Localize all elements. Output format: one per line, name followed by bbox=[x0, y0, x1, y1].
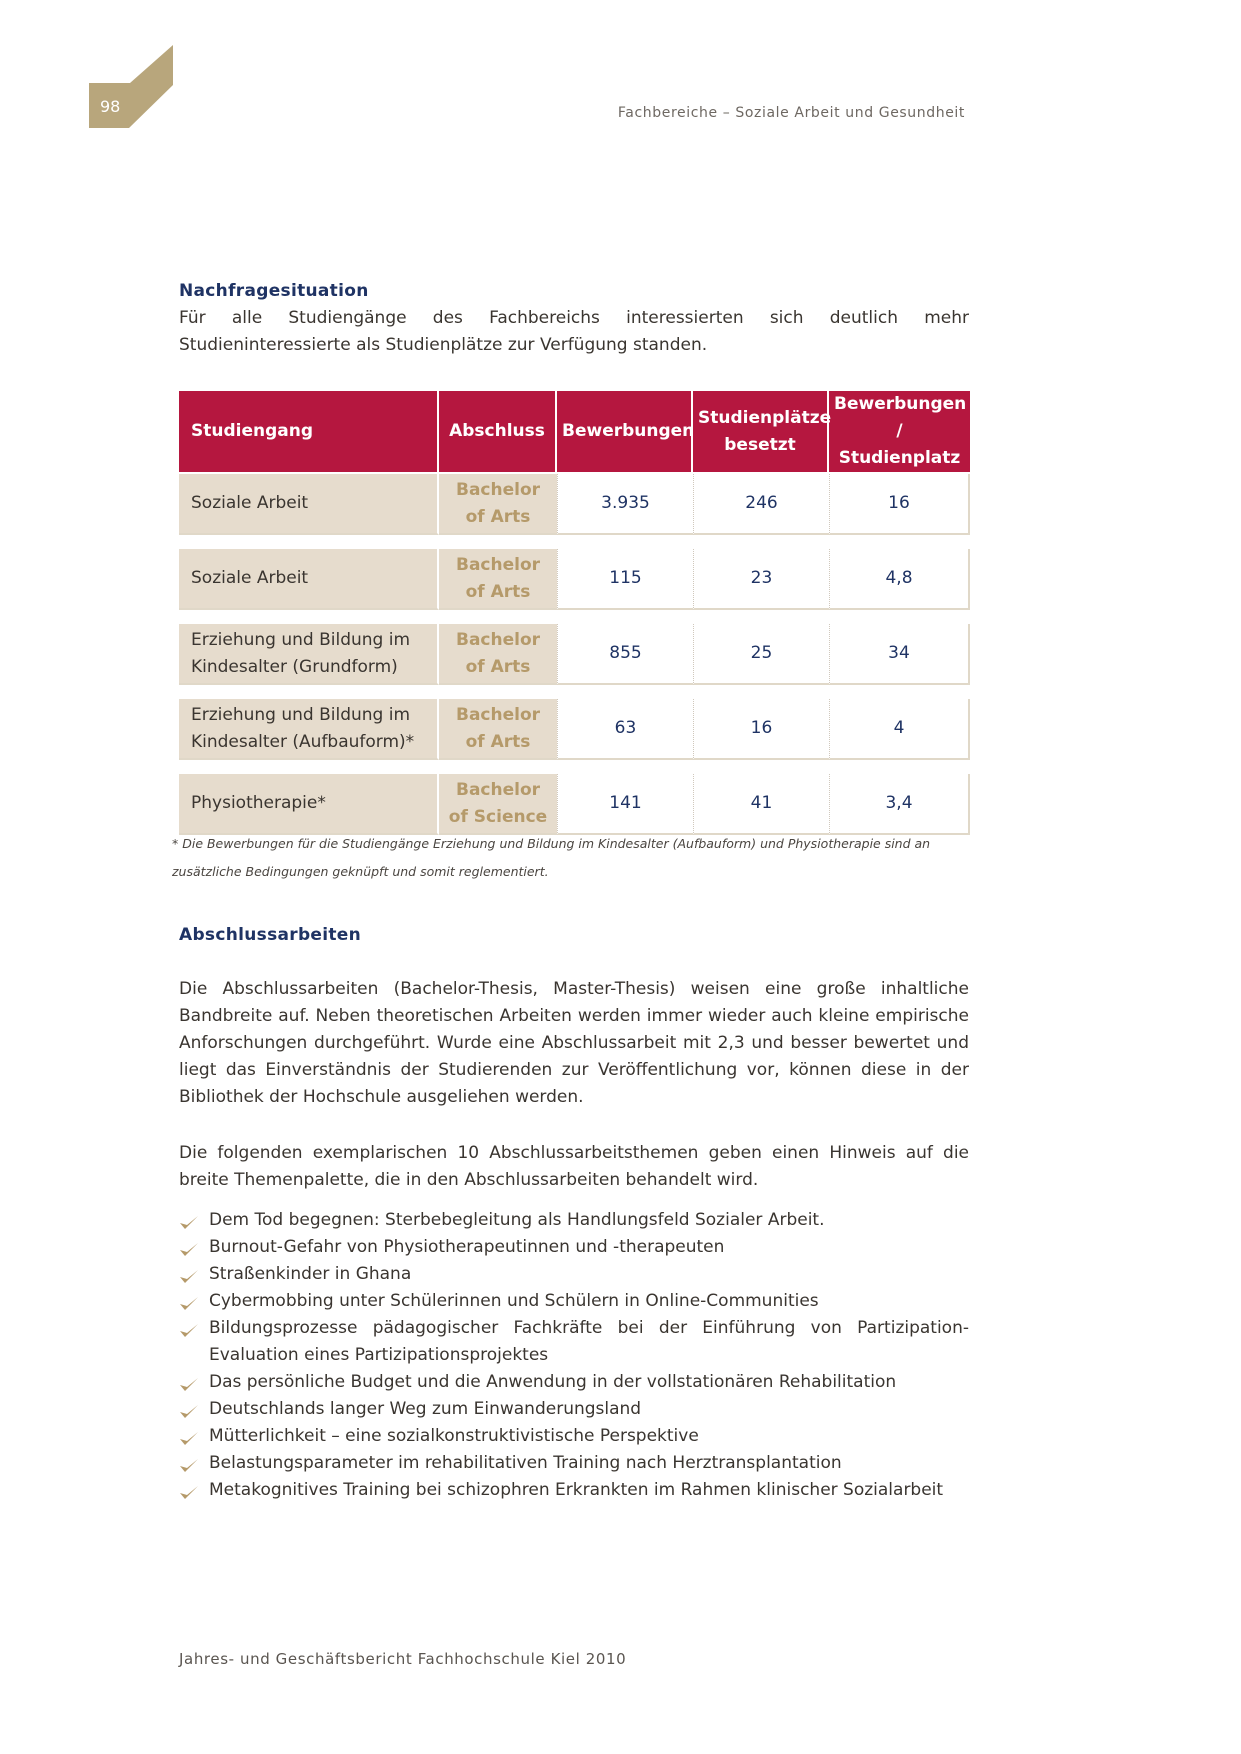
section-heading-demand: Nachfragesituation bbox=[179, 281, 369, 301]
page-number: 98 bbox=[100, 97, 121, 116]
table-header-row bbox=[179, 391, 970, 472]
list-item-label: Dem Tod begegnen: Sterbebegleitung als Handlungsfeld Sozialer Arbeit. bbox=[209, 1210, 825, 1230]
column-header-degree: Abschluss bbox=[439, 391, 557, 472]
checkmark-icon bbox=[179, 1241, 199, 1257]
checkmark-icon bbox=[179, 1430, 199, 1446]
column-header-ratio: Bewerbungen / Studienplatz bbox=[829, 391, 970, 472]
applications-table bbox=[179, 391, 970, 835]
checkmark-icon bbox=[179, 1268, 199, 1284]
table-row bbox=[179, 699, 970, 760]
checkmark-icon bbox=[179, 1295, 199, 1311]
checkmark-icon bbox=[179, 1376, 199, 1392]
cell-places: 246 bbox=[693, 474, 829, 535]
cell-applications: 3.935 bbox=[557, 474, 693, 535]
checkmark-icon bbox=[179, 1484, 199, 1500]
checkmark-icon bbox=[179, 1214, 199, 1230]
column-header-program: Studiengang bbox=[179, 391, 439, 472]
cell-degree: Bachelor of Arts bbox=[439, 474, 557, 535]
cell-applications: 63 bbox=[557, 699, 693, 760]
list-item-label: Burnout-Gefahr von Physiotherapeutinnen und -therapeuten bbox=[209, 1237, 725, 1257]
list-item-label: Das persönliche Budget und die Anwendung in der vollstationären Rehabilitation bbox=[209, 1372, 897, 1392]
cell-ratio: 3,4 bbox=[829, 774, 970, 835]
cell-places: 41 bbox=[693, 774, 829, 835]
list-item-label: Straßenkinder in Ghana bbox=[209, 1264, 412, 1284]
cell-applications: 855 bbox=[557, 624, 693, 685]
list-item bbox=[179, 1207, 969, 1234]
cell-ratio: 4,8 bbox=[829, 549, 970, 610]
table-footnote: * Die Bewerbungen für die Studiengänge Erziehung und Bildung im Kindesalter (Aufbauform) und Physiotherapie sind an zusätzliche Bedingungen geknüpft und somit reglementiert. bbox=[172, 836, 931, 879]
cell-program: Soziale Arbeit bbox=[179, 549, 439, 610]
section-heading-theses: Abschlussarbeiten bbox=[179, 925, 362, 945]
list-item bbox=[179, 1396, 969, 1423]
cell-places: 25 bbox=[693, 624, 829, 685]
list-item bbox=[179, 1234, 969, 1261]
list-item bbox=[179, 1261, 969, 1288]
cell-program: Physiotherapie* bbox=[179, 774, 439, 835]
cell-applications: 141 bbox=[557, 774, 693, 835]
list-item-label: Mütterlichkeit – eine sozialkonstruktivistische Perspektive bbox=[209, 1426, 699, 1446]
list-item bbox=[179, 1423, 969, 1450]
cell-places: 23 bbox=[693, 549, 829, 610]
table-row bbox=[179, 549, 970, 610]
cell-degree: Bachelor of Arts bbox=[439, 699, 557, 760]
cell-ratio: 34 bbox=[829, 624, 970, 685]
checkmark-icon bbox=[179, 1322, 199, 1338]
table-row bbox=[179, 474, 970, 535]
cell-program: Erziehung und Bildung im Kindesalter (Aufbauform)* bbox=[179, 699, 439, 760]
list-item-label: Bildungsprozesse pädagogischer Fachkräfte bei der Einführung von Partizipation- Evaluation eines Partizipationsprojektes bbox=[209, 1318, 969, 1365]
running-header: Fachbereiche – Soziale Arbeit und Gesundheit bbox=[617, 105, 965, 121]
column-header-places: Studienplätze besetzt bbox=[693, 391, 829, 472]
list-item bbox=[179, 1450, 969, 1477]
cell-ratio: 4 bbox=[829, 699, 970, 760]
theses-paragraph-2: Die folgenden exemplarischen 10 Abschlussarbeitsthemen geben einen Hinweis auf die breite Themenpalette, die in den Abschlussarbeiten behandelt wird. bbox=[179, 1143, 969, 1190]
column-header-applications: Bewerbungen bbox=[557, 391, 693, 472]
theses-paragraph-1: Die Abschlussarbeiten (Bachelor-Thesis, Master-Thesis) weisen eine große inhaltliche Bandbreite auf. Neben theoretischen Arbeiten werden immer wieder auch kleine empirische Anforschungen durchgeführt. Wurde eine Abschlussarbeit mit 2,3 und besser bewertet und liegt das Einverständnis der Studierenden zur Veröffentlichung vor, können diese in der Bibliothek der Hochschule ausgeliehen werden. bbox=[179, 979, 969, 1107]
cell-program: Soziale Arbeit bbox=[179, 474, 439, 535]
cell-degree: Bachelor of Arts bbox=[439, 549, 557, 610]
checkmark-icon bbox=[179, 1457, 199, 1473]
cell-places: 16 bbox=[693, 699, 829, 760]
list-item bbox=[179, 1369, 969, 1396]
table-row bbox=[179, 624, 970, 685]
list-item-label: Metakognitives Training bei schizophren Erkrankten im Rahmen klinischer Sozialarbeit bbox=[209, 1480, 944, 1500]
list-item bbox=[179, 1288, 969, 1315]
list-item bbox=[179, 1315, 969, 1369]
list-item-label: Belastungsparameter im rehabilitativen Training nach Herztransplantation bbox=[209, 1453, 842, 1473]
page-footer: Jahres- und Geschäftsbericht Fachhochschule Kiel 2010 bbox=[179, 1650, 627, 1668]
cell-program: Erziehung und Bildung im Kindesalter (Grundform) bbox=[179, 624, 439, 685]
table-row bbox=[179, 774, 970, 835]
checkmark-icon bbox=[179, 1403, 199, 1419]
list-item bbox=[179, 1477, 969, 1504]
thesis-topic-list bbox=[179, 1207, 969, 1504]
cell-degree: Bachelor of Science bbox=[439, 774, 557, 835]
cell-degree: Bachelor of Arts bbox=[439, 624, 557, 685]
list-item-label: Deutschlands langer Weg zum Einwanderungsland bbox=[209, 1399, 642, 1419]
cell-applications: 115 bbox=[557, 549, 693, 610]
list-item-label: Cybermobbing unter Schülerinnen und Schülern in Online-Communities bbox=[209, 1291, 819, 1311]
demand-paragraph: Für alle Studiengänge des Fachbereichs interessierten sich deutlich mehr Studieninteressierte als Studienplätze zur Verfügung standen. bbox=[179, 308, 969, 355]
cell-ratio: 16 bbox=[829, 474, 970, 535]
